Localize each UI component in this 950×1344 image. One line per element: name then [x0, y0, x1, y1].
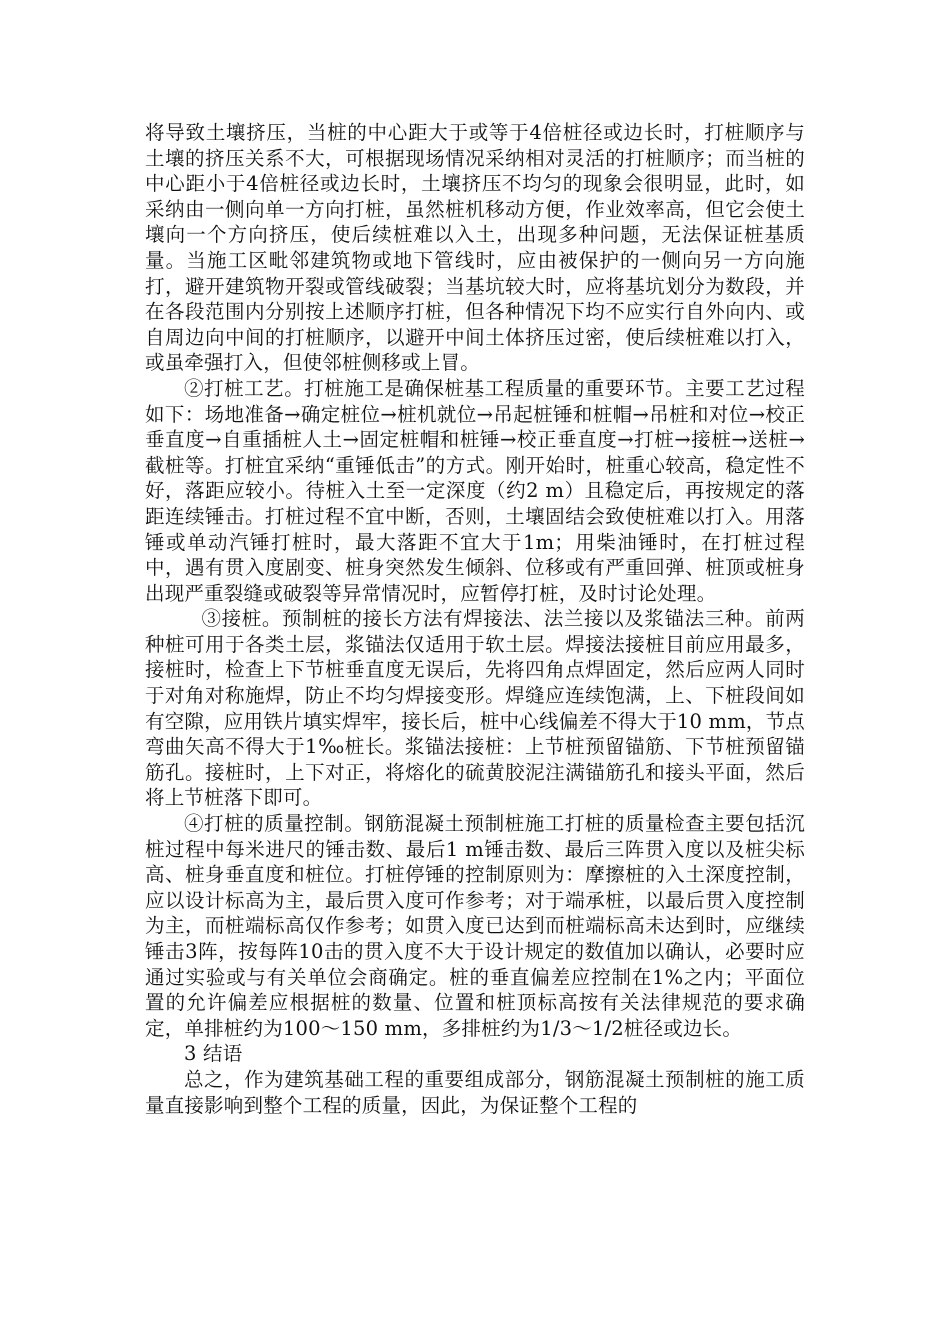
paragraph-quality-control: ④打桩的质量控制。钢筋混凝土预制桩施工打桩的质量检查主要包括沉桩过程中每米进尺的锤击数、最后1 m锤击数、最后三阵贯入度以及桩尖标高、桩身垂直度和桩位。打桩停锤的控制原则为：摩擦桩的入土深度控制，应以设计标高为主，最后贯入度可作参考；对于端承桩，以最后贯入度控制为主，而桩端标高仅作参考；如贯入度已达到而桩端标高未达到时，应继续锤击3阵，按每阵10击的贯入度不大于设计规定的数值加以确认，必要时应通过实验或与有关单位会商确定。桩的垂直偏差应控制在1%之内；平面位置的允许偏差应根据桩的数量、位置和桩顶标高按有关法律规范的要求确定，单排桩约为100～150 mm，多排桩约为1/3～1/2桩径或边长。 — [145, 812, 805, 1040]
paragraph-pile-splicing: ③接桩。预制桩的接长方法有焊接法、法兰接以及浆锚法三种。前两种桩可用于各类土层，浆锚法仅适用于软土层。焊接法接桩目前应用最多，接桩时，检查上下节桩垂直度无误后，先将四角点焊固定，然后应两人同时于对角对称施焊，防止不均匀焊接变形。焊缝应连续饱满，上、下桩段间如有空隙，应用铁片填实焊牢，接长后，桩中心线偏差不得大于10 mm，节点弯曲矢高不得大于1‰桩长。浆锚法接桩：上节桩预留锚筋、下节桩预留锚筋孔。接桩时，上下对正，将熔化的硫黄胶泥注满锚筋孔和接头平面，然后将上节桩落下即可。 — [145, 607, 805, 810]
paragraph-pile-driving-process: ②打桩工艺。打桩施工是确保桩基工程质量的重要环节。主要工艺过程如下：场地准备→确定桩位→桩机就位→吊起桩锤和桩帽→吊桩和对位→校正垂直度→自重插桩人土→固定桩帽和桩锤→校正垂直度→打桩→接桩→送桩→截桩等。打桩宜采纳“重锤低击”的方式。刚开始时，桩重心较高，稳定性不好，落距应较小。待桩入土至一定深度（约2 m）且稳定后，再按规定的落距连续锤击。打桩过程不宜中断，否则，土壤固结会致使桩难以打入。用落锤或单动汽锤打桩时，最大落距不宜大于1m；用柴油锤时，在打桩过程中，遇有贯入度剧变、桩身突然发生倾斜、位移或有严重回弹、桩顶或桩身出现严重裂缝或破裂等异常情况时，应暂停打桩，及时讨论处理。 — [145, 376, 805, 605]
document-page — [145, 120, 805, 1118]
paragraph-conclusion: 总之，作为建筑基础工程的重要组成部分，钢筋混凝土预制桩的施工质量直接影响到整个工程的质量，因此，为保证整个工程的 — [145, 1067, 805, 1117]
paragraph-pile-sequence: 将导致土壤挤压，当桩的中心距大于或等于4倍桩径或边长时，打桩顺序与土壤的挤压关系不大，可根据现场情况采纳相对灵活的打桩顺序；而当桩的中心距小于4倍桩径或边长时，土壤挤压不均匀的现象会很明显，此时，如采纳由一侧向单一方向打桩，虽然桩机移动方便，作业效率高，但它会使土壤向一个方向挤压，使后续桩难以入土，出现多种问题，无法保证桩基质量。当施工区毗邻建筑物或地下管线时，应由被保护的一侧向另一方向施打，避开建筑物开裂或管线破裂；当基坑较大时，应将基坑划分为数段，并在各段范围内分别按上述顺序打桩，但各种情况下均不应实行自外向内、或自周边向中间的打桩顺序，以避开中间土体挤压过密，使后续桩难以打入，或虽牵强打入，但使邻桩侧移或上冒。 — [145, 121, 805, 375]
section-heading-conclusion: 3 结语 — [184, 1042, 243, 1066]
